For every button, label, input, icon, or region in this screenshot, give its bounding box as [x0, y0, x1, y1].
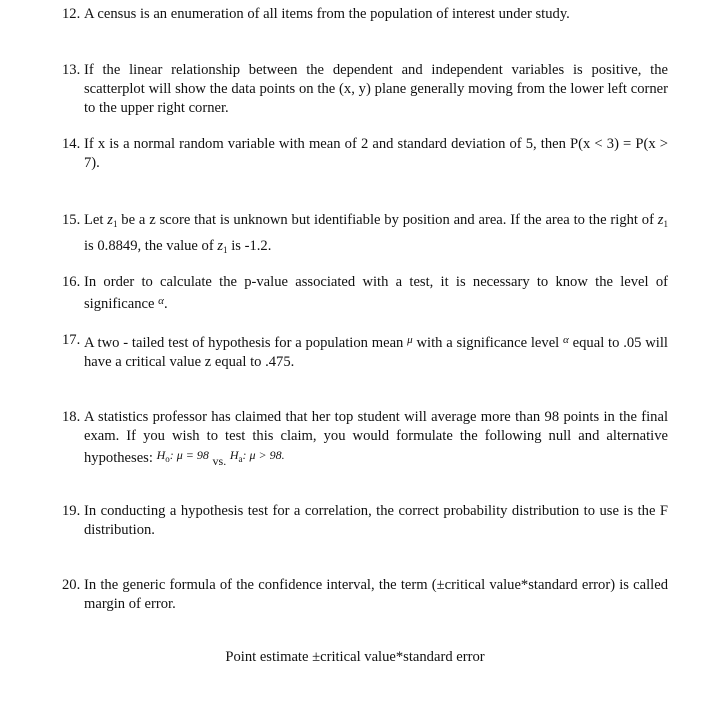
question-number: 14.	[62, 136, 81, 152]
question-18	[62, 408, 668, 471]
alpha-symbol: α	[158, 295, 164, 307]
text-part: with a significance level	[416, 335, 560, 351]
question-17	[62, 331, 668, 372]
text-part: is -1.2.	[231, 238, 272, 254]
text-part: .	[163, 296, 168, 312]
confidence-interval-formula: Point estimate ±critical value*standard error	[225, 649, 485, 665]
text-part: In order to calculate the p-value associated with a test, it is necessary to know the level of significance	[84, 274, 668, 312]
question-text	[84, 331, 668, 372]
question-12	[62, 5, 668, 24]
vs-text: vs.	[212, 454, 227, 468]
question-number: 16.	[62, 274, 81, 290]
question-text: If x is a normal random variable with mean of 2 and standard deviation of 5, then P(x < 3) = P(x > 7).	[84, 136, 668, 171]
question-text	[84, 408, 668, 471]
question-number: 17.	[62, 332, 81, 348]
mu-symbol: μ	[407, 334, 413, 346]
question-number: 12.	[62, 6, 81, 22]
question-20	[62, 576, 668, 614]
question-number: 20.	[62, 577, 81, 593]
question-text: If the linear relationship between the dependent and independent variables is positive, the scatterplot will show the data points on the (x, y) plane generally moving from the lower left corner to the upper right corner.	[84, 62, 668, 116]
text-part: is 0.8849, the value of	[84, 238, 214, 254]
question-19	[62, 502, 668, 540]
question-15	[62, 209, 668, 261]
question-text	[84, 209, 668, 261]
text-part: equal to .05 will have a critical value z equal to .475.	[84, 335, 668, 370]
question-number: 18.	[62, 409, 81, 425]
alternative-hypothesis: Ha: μ > 98.	[229, 448, 285, 464]
alpha-symbol: α	[563, 334, 569, 346]
text-part: be a z score that is unknown but identifiable by position and area. If the area to the right of	[121, 212, 654, 228]
question-text: In conducting a hypothesis test for a correlation, the correct probability distribution to use is the F distribution.	[84, 503, 668, 538]
question-text: A census is an enumeration of all items from the population of interest under study.	[84, 6, 570, 22]
question-text: In the generic formula of the confidence interval, the term (±critical value*standard error) is called margin of error.	[84, 577, 668, 612]
question-number: 13.	[62, 62, 81, 78]
question-16	[62, 273, 668, 314]
question-14	[62, 135, 668, 173]
z-symbol: $z_1$	[217, 238, 228, 255]
question-13	[62, 61, 668, 118]
text-part: A statistics professor has claimed that her top student will average more than 98 points in the final exam. If you wish to test this claim, you would formulate the following null and alternative hypotheses:	[84, 409, 668, 466]
text-part: Let	[84, 212, 104, 228]
question-number: 15.	[62, 212, 81, 228]
null-hypothesis: Ho: μ = 98	[156, 448, 209, 464]
z-symbol: $z_1$	[107, 212, 118, 229]
question-text	[84, 273, 668, 314]
z-symbol: $z_1$	[657, 212, 668, 229]
text-part: A two - tailed test of hypothesis for a population mean	[84, 335, 404, 351]
question-number: 19.	[62, 503, 81, 519]
